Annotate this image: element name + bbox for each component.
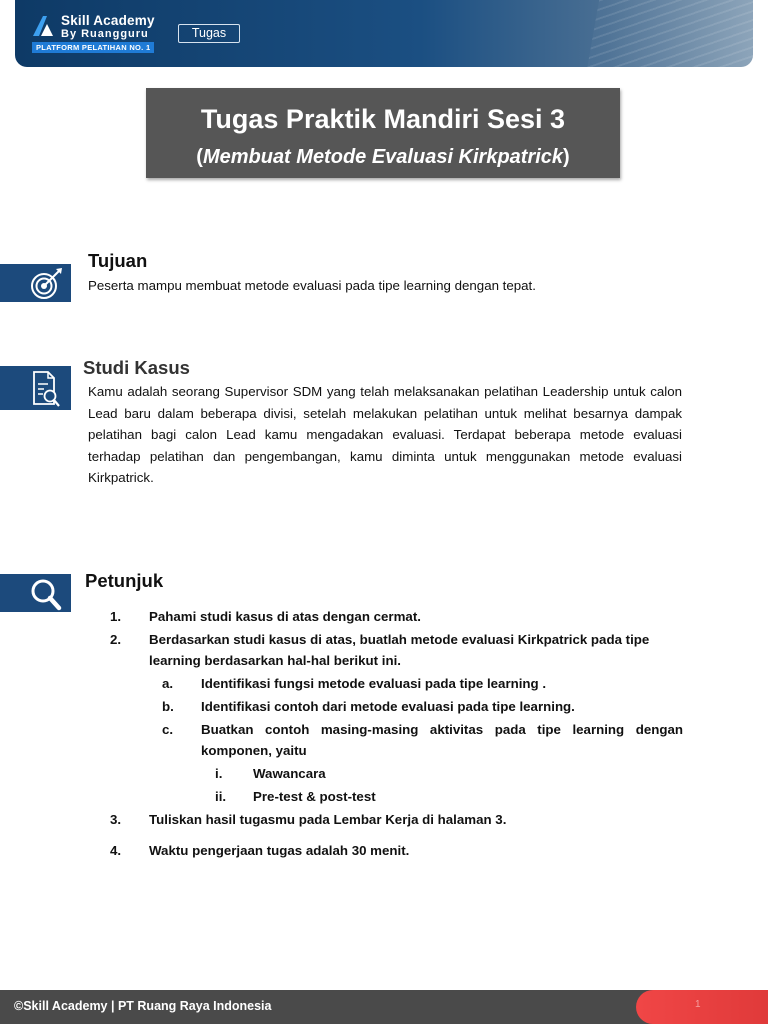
header-banner	[15, 0, 753, 67]
footer-page-tab	[636, 990, 768, 1024]
sub-item-number: c.	[162, 722, 174, 737]
title-box	[146, 88, 620, 178]
studi-kasus-icon-tab	[0, 366, 71, 410]
list-item-number: 1.	[110, 609, 122, 624]
list-item-number: 4.	[110, 843, 122, 858]
brand-subname: By Ruangguru	[61, 28, 149, 40]
magnifier-icon	[26, 576, 66, 612]
tujuan-heading: Tujuan	[88, 250, 148, 271]
studi-kasus-heading: Studi Kasus	[83, 357, 190, 378]
subtitle-text: Membuat Metode Evaluasi Kirkpatrick	[202, 146, 564, 168]
sub-sub-item-number: ii.	[215, 789, 227, 804]
footer-copyright: ©Skill Academy | PT Ruang Raya Indonesia	[14, 999, 272, 1013]
sub-sub-list-item: Wawancara	[253, 766, 326, 781]
petunjuk-icon-tab	[0, 574, 71, 612]
skill-academy-logo-icon	[31, 14, 55, 38]
document-search-icon	[26, 368, 66, 410]
sub-sub-item-number: i.	[215, 766, 223, 781]
page-subtitle	[146, 146, 620, 169]
list-item: Waktu pengerjaan tugas adalah 30 menit.	[149, 843, 410, 858]
brand-name: Skill Academy	[61, 13, 155, 28]
list-item: Pahami studi kasus di atas dengan cermat.	[149, 609, 421, 624]
sub-item-number: b.	[162, 699, 174, 714]
sub-list-item: Identifikasi fungsi metode evaluasi pada tipe learning .	[201, 676, 547, 691]
page-title: Tugas Praktik Mandiri Sesi 3	[200, 104, 566, 134]
sub-item-number: a.	[162, 676, 174, 691]
subtitle-close-paren: )	[563, 146, 570, 168]
sub-sub-list-item: Pre-test & post-test	[253, 789, 376, 804]
list-item: Tuliskan hasil tugasmu pada Lembar Kerja di halaman 3.	[149, 812, 507, 827]
page-number: 1	[695, 999, 701, 1010]
studi-kasus-text: Kamu adalah seorang Supervisor SDM yang telah melaksanakan pelatihan Leadership untuk calon Lead baru dalam beberapa divisi, setelah melakukan pelatihan untuk melihat besarnya dampak pelatihan bagi calon Lead kamu mengadakan evaluasi. Terdapat beberapa metode evaluasi terhadap pelatihan dan pengembangan, kamu diminta untuk menggunakan metode evaluasi Kirkpatrick.	[88, 384, 682, 485]
brand-tagline: PLATFORM PELATIHAN NO. 1	[32, 42, 154, 53]
tujuan-icon-tab	[0, 264, 71, 302]
petunjuk-heading: Petunjuk	[85, 570, 164, 591]
list-item: Berdasarkan studi kasus di atas, buatlah metode evaluasi Kirkpatrick pada tipe learning berdasarkan hal-hal berikut ini.	[149, 632, 650, 668]
list-item-number: 3.	[110, 812, 122, 827]
target-icon	[26, 266, 66, 300]
tugas-tag: Tugas	[178, 24, 240, 43]
subtitle-open-paren: (	[196, 146, 203, 168]
tujuan-text: Peserta mampu membuat metode evaluasi pada tipe learning dengan tepat.	[88, 278, 536, 293]
footer	[0, 990, 768, 1024]
sub-list-item: Buatkan contoh masing-masing aktivitas pada tipe learning dengan komponen, yaitu	[201, 722, 683, 758]
sub-list-item: Identifikasi contoh dari metode evaluasi pada tipe learning.	[201, 699, 575, 714]
list-item-number: 2.	[110, 632, 122, 647]
header-paper-decoration	[585, 0, 753, 67]
